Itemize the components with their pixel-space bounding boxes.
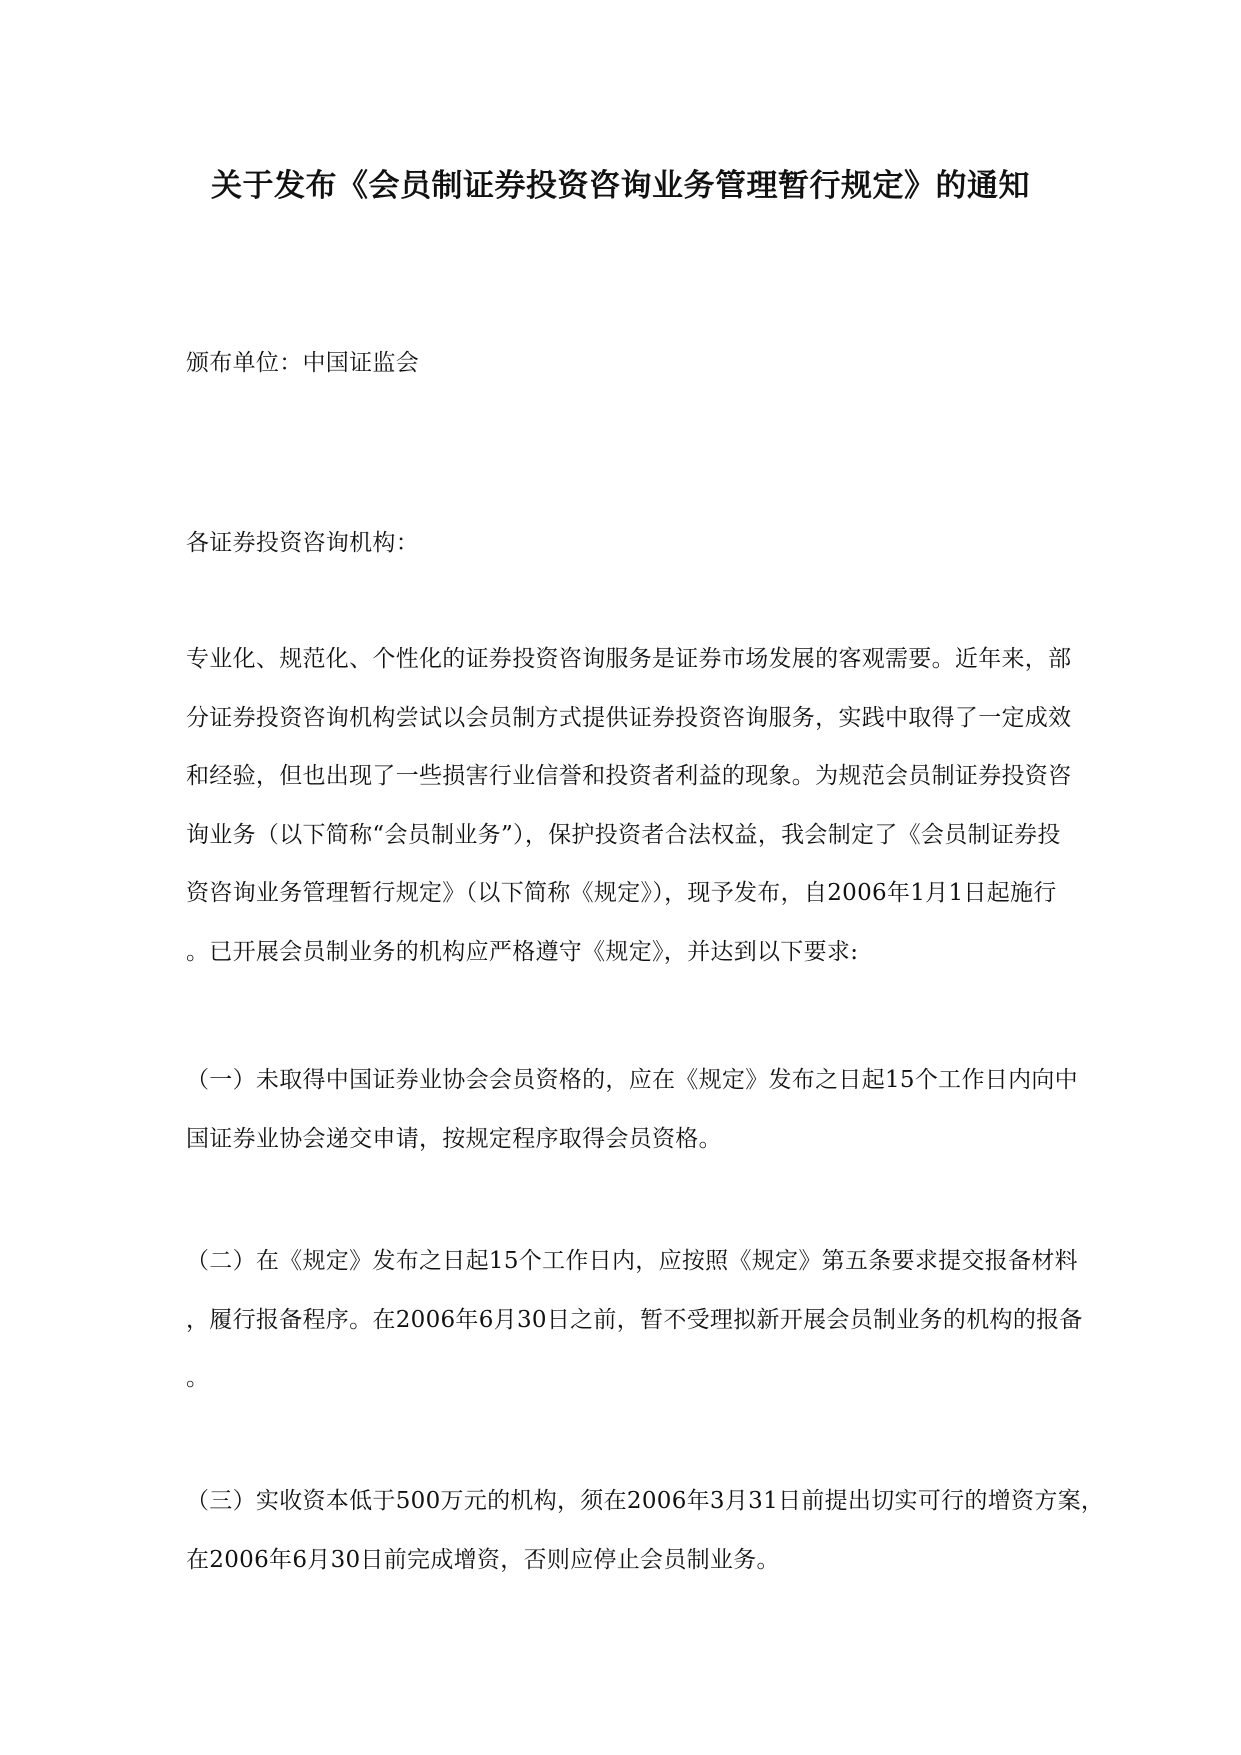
issuer-line xyxy=(186,334,1131,393)
requirement-item-2 xyxy=(186,1232,1131,1408)
paragraph-line: 在2006年6月30日前完成增资，否则应停止会员制业务。 xyxy=(186,1546,780,1573)
paragraph-line: 。已开展会员制业务的机构应严格遵守《规定》，并达到以下要求: xyxy=(186,938,859,965)
requirement-item-1 xyxy=(186,1051,1131,1168)
requirement-item-3 xyxy=(186,1472,1131,1589)
paragraph-line: 询业务（以下简称“会员制业务”），保护投资者合法权益，我会制定了《会员制证券投 xyxy=(186,821,1061,848)
paragraph-line: 专业化、规范化、个性化的证券投资咨询服务是证券市场发展的客观需要。近年来，部 xyxy=(186,646,1072,672)
intro-paragraph xyxy=(186,630,1131,981)
paragraph-line: 分证券投资咨询机构尝试以会员制方式提供证券投资咨询服务，实践中取得了一定成效 xyxy=(186,704,1072,731)
addressee-line xyxy=(186,514,1131,573)
paragraph-line: 资咨询业务管理暂行规定》（以下简称《规定》），现予发布，自2006年1月1日起施行 xyxy=(186,880,1057,906)
document-title: 关于发布《会员制证券投资咨询业务管理暂行规定》的通知 xyxy=(211,168,1030,204)
paragraph-line: 。 xyxy=(186,1365,210,1391)
issuer-text: 颁布单位：中国证监会 xyxy=(186,350,419,376)
paragraph-line: （三）实收资本低于500万元的机构，须在2006年3月31日前提出切实可行的增资方案， xyxy=(186,1488,1105,1514)
paragraph-line: （一）未取得中国证券业协会会员资格的，应在《规定》发布之日起15个工作日内向中 xyxy=(186,1067,1078,1093)
addressee-text: 各证券投资咨询机构： xyxy=(186,530,419,556)
paragraph-line: 国证券业协会递交申请，按规定程序取得会员资格。 xyxy=(186,1125,722,1152)
paragraph-line: （二）在《规定》发布之日起15个工作日内，应按照《规定》第五条要求提交报备材料 xyxy=(186,1248,1078,1274)
paragraph-line: 和经验，但也出现了一些损害行业信誉和投资者利益的现象。为规范会员制证券投资咨 xyxy=(186,763,1072,789)
paragraph-line: ，履行报备程序。在2006年6月30日之前，暂不受理拟新开展会员制业务的机构的报备 xyxy=(186,1306,1083,1333)
